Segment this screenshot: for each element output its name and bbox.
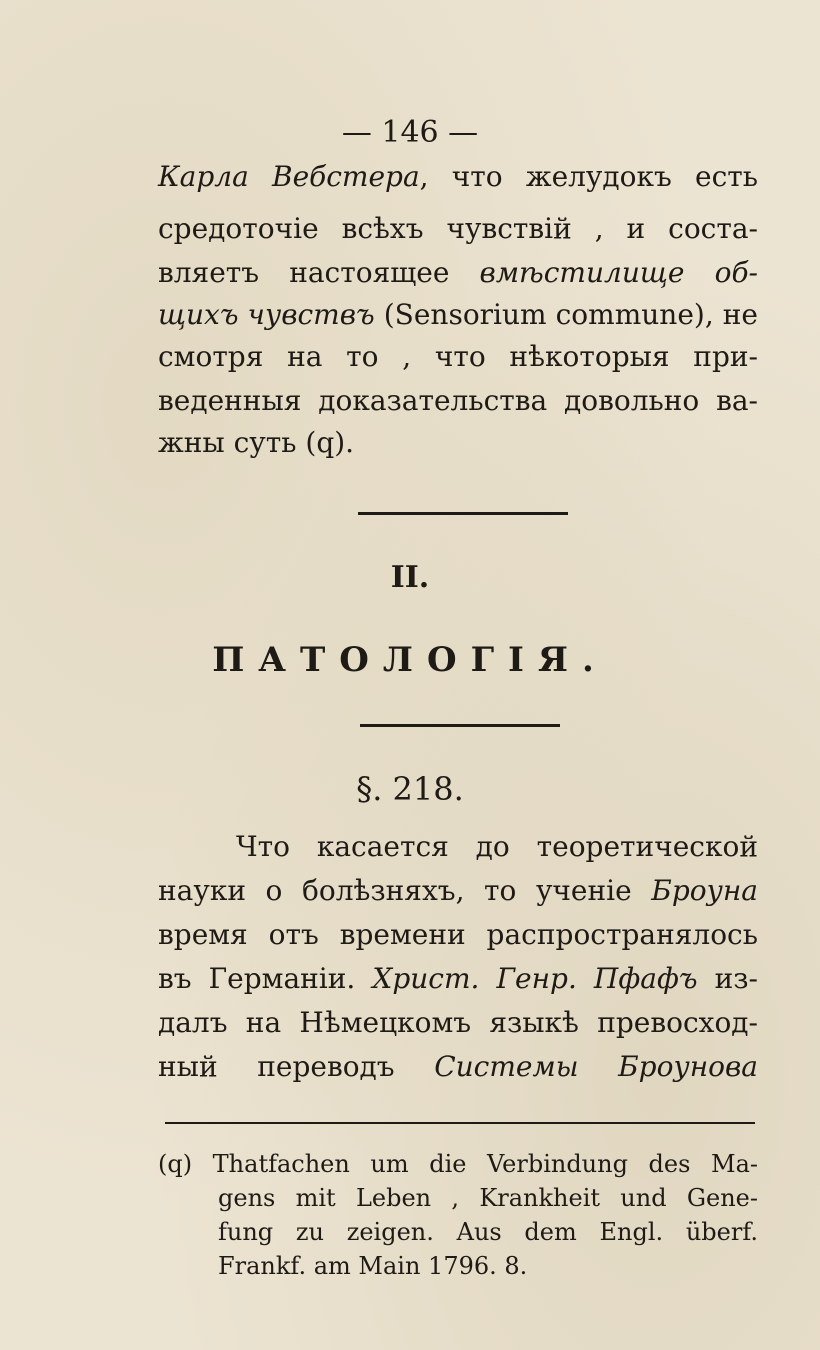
page-number: — 146 — [341, 115, 479, 150]
section-title: ПАТОЛОГІЯ. [212, 640, 608, 680]
footnote-separator [165, 1122, 755, 1124]
paragraph1-line-3: вляетъ настоящее вмѣстилище об- [158, 256, 758, 289]
paragraph1-line-6: веденныя доказательства довольно ва- [158, 384, 758, 417]
paragraph2-line-3: время отъ времени распространялось [158, 918, 758, 951]
paragraph-mark: §. 218. [356, 770, 464, 808]
paragraph2-line-2: науки о болѣзняхъ, то ученіе Броуна [158, 874, 758, 907]
paragraph2-line-1: Что касается до теоретической [236, 830, 758, 863]
footnote-line-3: fung zu zeigen. Aus dem Engl. überf. [218, 1218, 758, 1246]
paragraph1-line-4: щихъ чувствъ (Sensorium commune), не [158, 298, 758, 331]
footnote-line-2: gens mit Leben , Krankheit und Gene- [218, 1184, 758, 1212]
footnote-line-1: (q) Thatfachen um die Verbindung des Ma- [158, 1150, 758, 1178]
paragraph2-line-6: ный переводъ Системы Броунова [158, 1050, 758, 1083]
paragraph1-line-7: жны суть (q). [158, 426, 355, 459]
footnote-line-4: Frankf. am Main 1796. 8. [218, 1252, 528, 1280]
paragraph1-line-2: средоточіе всѣхъ чувствій , и соста- [158, 212, 758, 245]
section-divider-top [358, 512, 568, 515]
author-name: Карла Вебстера [158, 160, 420, 193]
section-number: II. [390, 560, 430, 595]
paragraph2-line-4: въ Германіи. Христ. Генр. Пфафъ из- [158, 962, 758, 995]
paragraph2-line-5: далъ на Нѣмецкомъ языкѣ превосход- [158, 1006, 758, 1039]
section-divider-bottom [360, 724, 560, 727]
paragraph1-line-5: смотря на то , что нѣкоторыя при- [158, 340, 758, 373]
paragraph1-line-1: Карла Вебстера, что желудокъ есть [158, 160, 758, 193]
